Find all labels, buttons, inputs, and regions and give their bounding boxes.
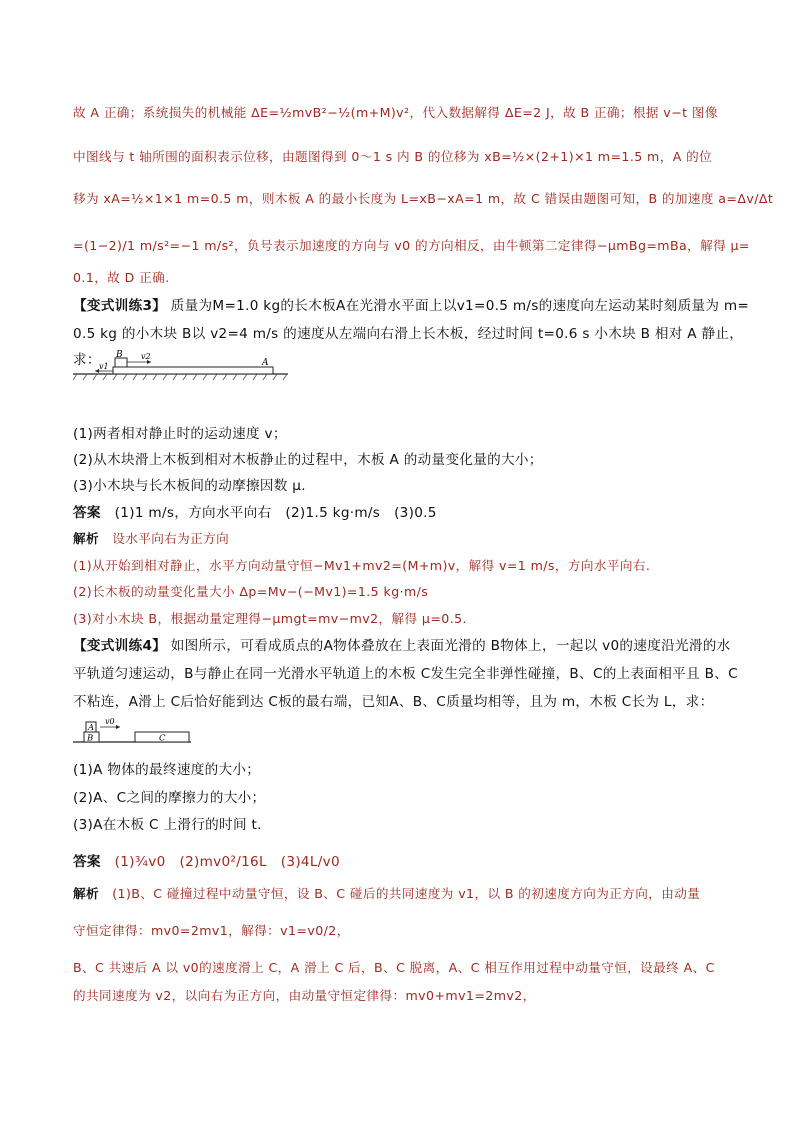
solution-line: =(1−2)/1 m/s²=−1 m/s²，负号表示加速度的方向与 v0 的方向相反，由牛顿第二定律得−μmBg=mBa，解得 μ= <box>73 238 750 253</box>
question-4-sub: (1)A 物体的最终速度的大小； <box>73 762 261 778</box>
question-3-line <box>73 296 749 316</box>
answer-text: (1)1 m/s，方向水平向右 (2)1.5 kg·m/s (3)0.5 <box>114 505 437 521</box>
solution-line: B、C 共速后 A 以 v0的速度滑上 C，A 滑上 C 后，B、C 脱离，A、C 相互作用过程中动量守恒，设最终 A、C <box>73 960 715 975</box>
solution-line: 移为 xA=½×1×1 m=0.5 m，则木板 A 的最小长度为 L=xB−xA=1 m，故 C 错误由题图可知，B 的加速度 a=Δv/Δt <box>73 191 774 206</box>
question-3-analysis <box>73 529 229 549</box>
question-4-line <box>73 636 731 656</box>
label-v0: v0 <box>105 717 115 726</box>
label-a: A <box>262 358 269 368</box>
solution-line: 中图线与 t 轴所围的面积表示位移，由题图得到 0～1 s 内 B 的位移为 xB=½×(2+1)×1 m=1.5 m，A 的位 <box>73 149 713 164</box>
question-3-sub: (1)两者相对静止时的运动速度 v； <box>73 426 287 442</box>
label-v1: v1 <box>99 362 109 371</box>
question-3-answer <box>73 503 437 523</box>
solution-line: 守恒定律得：mv0=2mv1，解得：v1=v0/2， <box>73 923 350 938</box>
solution-line: (1)从开始到相对静止，水平方向动量守恒−Mv1+mv2=(M+m)v，解得 v=1 m/s，方向水平向右. <box>73 558 651 573</box>
analysis-text: (1)B、C 碰撞过程中动量守恒，设 B、C 碰后的共同速度为 v1，以 B 的初速度方向为正方向，由动量 <box>112 886 701 901</box>
answer-2: (2)mv0²/16L <box>179 854 267 870</box>
answer-label: 答案 <box>73 854 101 870</box>
solution-line: 0.1，故 D 正确. <box>73 270 170 285</box>
label-a: A <box>88 723 95 733</box>
question-3-stem: 质量为M=1.0 kg的长木板A在光滑水平面上以v1=0.5 m/s的速度向左运动某时刻质量为 m= <box>170 298 750 314</box>
question-4-stem-line: 平轨道匀速运动，B与静止在同一光滑水平轨道上的木板 C发生完全非弹性碰撞，B、C的上表面相平且 B、C <box>73 666 738 682</box>
question-4-answer <box>73 852 340 872</box>
question-4-stem-line: 不粘连，A滑上 C后恰好能到达 C板的最右端，已知A、B、C质量均相等，且为 m，木板 C长为 L，求： <box>73 694 714 710</box>
label-b: B <box>87 733 94 744</box>
solution-line: (3)对小木块 B，根据动量定理得−μmgt=mv−mv2，解得 μ=0.5. <box>73 611 467 626</box>
board-a <box>113 367 273 374</box>
label-b: B <box>116 350 123 360</box>
question-3-tag: 【变式训练3】 <box>73 298 167 314</box>
analysis-label: 解析 <box>73 531 99 546</box>
answer-3: (3)4L/v0 <box>280 854 340 870</box>
question-4-sub: (3)A在木板 C 上滑行的时间 t. <box>73 817 262 833</box>
question-3-stem-line: 0.5 kg 的小木块 B以 v2=4 m/s 的速度从左端向右滑上长木板，经过时间 t=0.6 s 小木块 B 相对 A 静止， <box>73 326 744 342</box>
question-3-sub: (2)从木块滑上木板到相对木板静止的过程中，木板 A 的动量变化量的大小； <box>73 452 543 468</box>
question-3-stem-line: 求： <box>73 352 101 368</box>
answer-1: (1)¾v0 <box>114 854 166 870</box>
question-4-tag: 【变式训练4】 <box>73 638 167 654</box>
solution-line: (2)长木板的动量变化量大小 Δp=Mv−(−Mv1)=1.5 kg·m/s <box>73 584 429 599</box>
question-3-sub: (3)小木块与长木板间的动摩擦因数 μ. <box>73 478 306 494</box>
solution-line: 的共同速度为 v2，以向右为正方向，由动量守恒定律得：mv0+mv1=2mv2， <box>73 988 536 1003</box>
analysis-text: 设水平向右为正方向 <box>112 531 230 546</box>
answer-label: 答案 <box>73 505 101 521</box>
question-4-sub: (2)A、C之间的摩擦力的大小； <box>73 790 266 806</box>
label-v2: v2 <box>141 352 151 361</box>
blocks-collision-figure <box>73 714 203 746</box>
question-4-analysis <box>73 884 700 904</box>
analysis-label: 解析 <box>73 886 99 901</box>
label-c: C <box>159 733 166 744</box>
solution-line: 故 A 正确；系统损失的机械能 ΔE=½mvB²−½(m+M)v²，代入数据解得 ΔE=2 J，故 B 正确；根据 v−t 图像 <box>73 105 718 120</box>
arrow-right-icon <box>116 725 120 729</box>
board-block-figure <box>73 350 293 382</box>
question-4-stem: 如图所示，可看成质点的A物体叠放在上表面光滑的 B物体上，一起以 v0的速度沿光滑的水 <box>170 638 731 654</box>
